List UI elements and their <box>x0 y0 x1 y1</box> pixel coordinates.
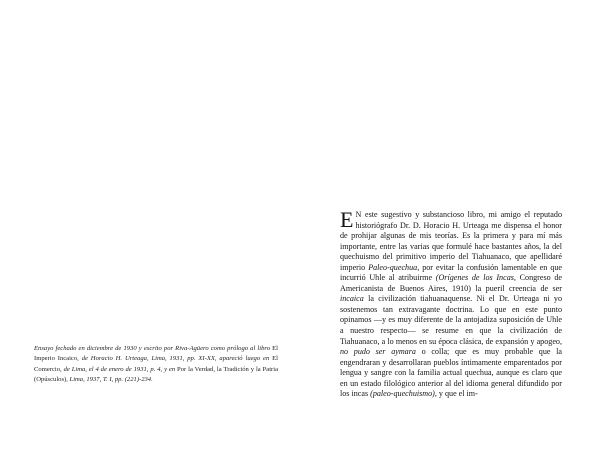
body-text-6: , y que el im- <box>434 389 478 399</box>
body-italic-1: Paleo-quechua <box>368 262 418 272</box>
body-text-4: la civilización tiahuanaquense. Ni el Dr. Urteaga ni yo sostenemos tan extravagante doctrina. Lo que en este punto opinamos —y es muy diferente de la antojadiza suposición de Uhle a nuestro respecto— se resume en que la civilización de Tiahuanaco, a lo menos en su época clásica, de expansión y apogeo, <box>340 294 562 346</box>
body-text-5: o colla; que es muy probable que la engendraran y desarrollaran pueblos íntimamente emparentados por lengua y sangre con la familia actual quechua, aunque es claro que en un estado filológico anterior al del idioma general difundido por los incas <box>340 347 562 399</box>
body-italic-3: incaica <box>340 294 364 304</box>
body-italic-4: no pudo ser aymara <box>340 347 416 357</box>
opening-smallcaps: N <box>355 210 362 219</box>
body-paragraph <box>340 207 563 400</box>
source-footnote <box>34 344 278 386</box>
footnote-collection: Por la Verdad, la Tradición y la Patria (Opúsculos), <box>34 365 278 384</box>
footnote-text-4: Lima, 1937, T. I, pp. (221)-234. <box>69 376 153 384</box>
drop-cap: E <box>340 207 354 232</box>
footnote-text-2: de Horacio H. Urteaga, Lima, 1931, pp. XI-XX, apareció luego en <box>81 355 273 363</box>
footnote-text-1: Ensayo fechado en diciembre de 1930 y escrito por Riva-Agüero como prólogo al libro <box>34 345 273 352</box>
body-text-2: , por evitar la confusión lamentable en que incurrió Uhle al atribuirme <box>340 262 563 283</box>
body-italic-2: (Orígenes de los Incas, <box>435 273 516 283</box>
footnote-text-3: de Lima, el 4 de enero de 1931, p. 4, y en <box>63 365 178 373</box>
right-page <box>300 0 600 458</box>
body-italic-5: (paleo-quechuismo) <box>370 389 435 399</box>
footnote-newspaper: El Comercio, <box>34 355 278 373</box>
body-text-1: este sugestivo y substancioso libro, mi amigo el reputado historiógrafo Dr. D. Horacio H. Urteaga me dispensa el honor de prohijar algunas de mis teorías. Es la primera y para mí más importante, entre las varias que formulé hace bastantes años, la del quechuismo del primitivo imperio del Tiahuanaco, que apellidaré imperio <box>340 210 562 272</box>
body-text-3: Congreso de Americanista de Buenos Aires, 1910) la pueril creencia de ser <box>340 273 563 293</box>
footnote-book-title: El Imperio Incaico, <box>34 345 278 363</box>
